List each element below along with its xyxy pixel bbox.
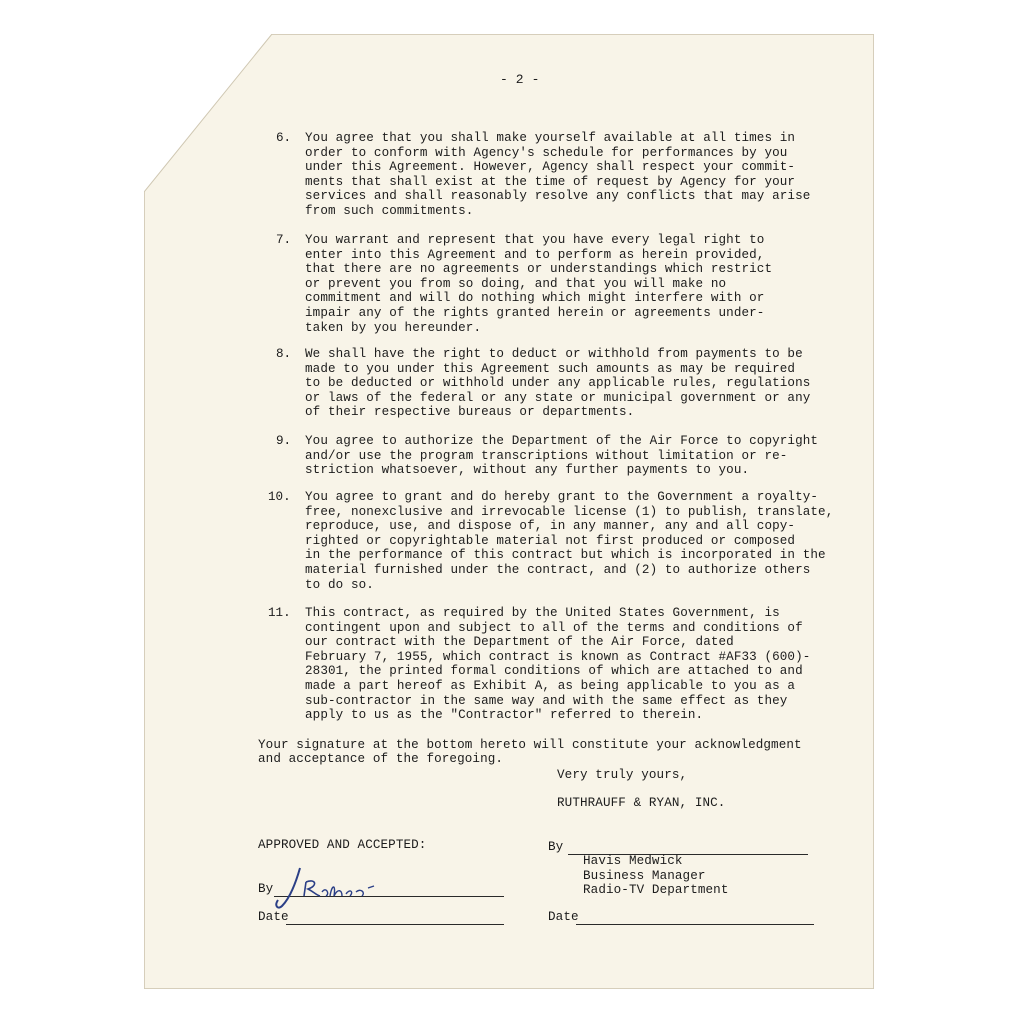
valediction: Very truly yours, [557, 768, 688, 782]
clause-line: impair any of the rights granted herein or agreements under- [305, 306, 765, 320]
clause-line: of their respective bureaus or departments. [305, 405, 635, 420]
clause-line: and/or use the program transcriptions without limitation or re- [305, 448, 788, 463]
clause-line: in the performance of this contract but which is incorporated in the [305, 548, 826, 563]
clause-line: or prevent you from so doing, and that you will make no [305, 276, 727, 291]
clause-number: 8. [276, 347, 292, 361]
clause-line: You agree to authorize the Department of the Air Force to copyright [305, 434, 819, 448]
clause-line: You agree that you shall make yourself available at all times in [305, 131, 796, 145]
clause-line: or laws of the federal or any state or municipal government or any [305, 390, 811, 405]
clause-line: February 7, 1955, which contract is known as Contract #AF33 (600)- [305, 649, 811, 664]
clause-line: This contract, as required by the United States Government, is [305, 606, 780, 620]
clause-line: sub-contractor in the same way and with the same effect as they [305, 693, 788, 708]
handwritten-signature [270, 862, 420, 914]
clause-line: We shall have the right to deduct or withhold from payments to be [305, 347, 803, 361]
agency-date-label: Date [548, 910, 579, 924]
clause-number: 11. [268, 606, 291, 620]
approved-label: APPROVED AND ACCEPTED: [258, 838, 427, 852]
clause-line: 28301, the printed formal conditions of which are attached to and [305, 664, 803, 679]
clause-number: 7. [276, 233, 292, 247]
company-name: RUTHRAUFF & RYAN, INC. [557, 796, 726, 810]
clause-number: 6. [276, 131, 292, 145]
clause-line: reproduce, use, and dispose of, in any manner, any and all copy- [305, 519, 796, 534]
clause-line: under this Agreement. However, Agency shall respect your commit- [305, 160, 796, 175]
clause-line: You agree to grant and do hereby grant to the Government a royalty- [305, 490, 819, 504]
clause-line: free, nonexclusive and irrevocable license (1) to publish, translate, [305, 504, 834, 519]
clause-line: that there are no agreements or understandings which restrict [305, 262, 773, 277]
clause-line: enter into this Agreement and to perform as herein provided, [305, 247, 765, 262]
clause-line: apply to us as the "Contractor" referred to therein. [305, 708, 704, 723]
clause-line: our contract with the Department of the Air Force, dated [305, 635, 734, 650]
clause-line: from such commitments. [305, 204, 474, 218]
clause-line: You warrant and represent that you have every legal right to [305, 233, 765, 247]
clause-line: order to conform with Agency's schedule for performances by you [305, 145, 788, 160]
clause-line: services and shall reasonably resolve any conflicts that may arise [305, 189, 811, 204]
clause-line: commitment and will do nothing which might interfere with or [305, 291, 765, 306]
clause-line: to be deducted or withhold under any applicable rules, regulations [305, 376, 811, 391]
clause-line: material furnished under the contract, and (2) to authorize others [305, 563, 811, 577]
clause-line: to do so. [305, 577, 374, 592]
agency-by-label: By [548, 840, 564, 854]
closing-line-2: and acceptance of the foregoing. [258, 752, 504, 766]
clause-number: 9. [276, 434, 292, 448]
clause-line: made to you under this Agreement such amounts as may be required [305, 361, 796, 376]
clause-line: made a part hereof as Exhibit A, as being applicable to you as a [305, 679, 796, 693]
artist-date-label: Date [258, 910, 289, 924]
signer-title: Business Manager [583, 869, 706, 883]
clause-number: 10. [268, 490, 291, 504]
signer-name: Havis Medwick [583, 854, 683, 868]
artist-date-line [286, 924, 504, 925]
page-number: - 2 - [500, 72, 540, 87]
clause-line: striction whatsoever, without any further payments to you. [305, 463, 750, 478]
clause-line: ments that shall exist at the time of request by Agency for your [305, 174, 796, 189]
agency-date-line [576, 924, 814, 925]
closing-line-1: Your signature at the bottom hereto will constitute your acknowledgment [258, 738, 802, 752]
clause-line: taken by you hereunder. [305, 320, 482, 335]
clause-line: righted or copyrightable material not first produced or composed [305, 533, 796, 548]
artist-by-label: By [258, 882, 274, 896]
clause-line: contingent upon and subject to all of the terms and conditions of [305, 620, 803, 635]
signer-department: Radio-TV Department [583, 883, 729, 897]
